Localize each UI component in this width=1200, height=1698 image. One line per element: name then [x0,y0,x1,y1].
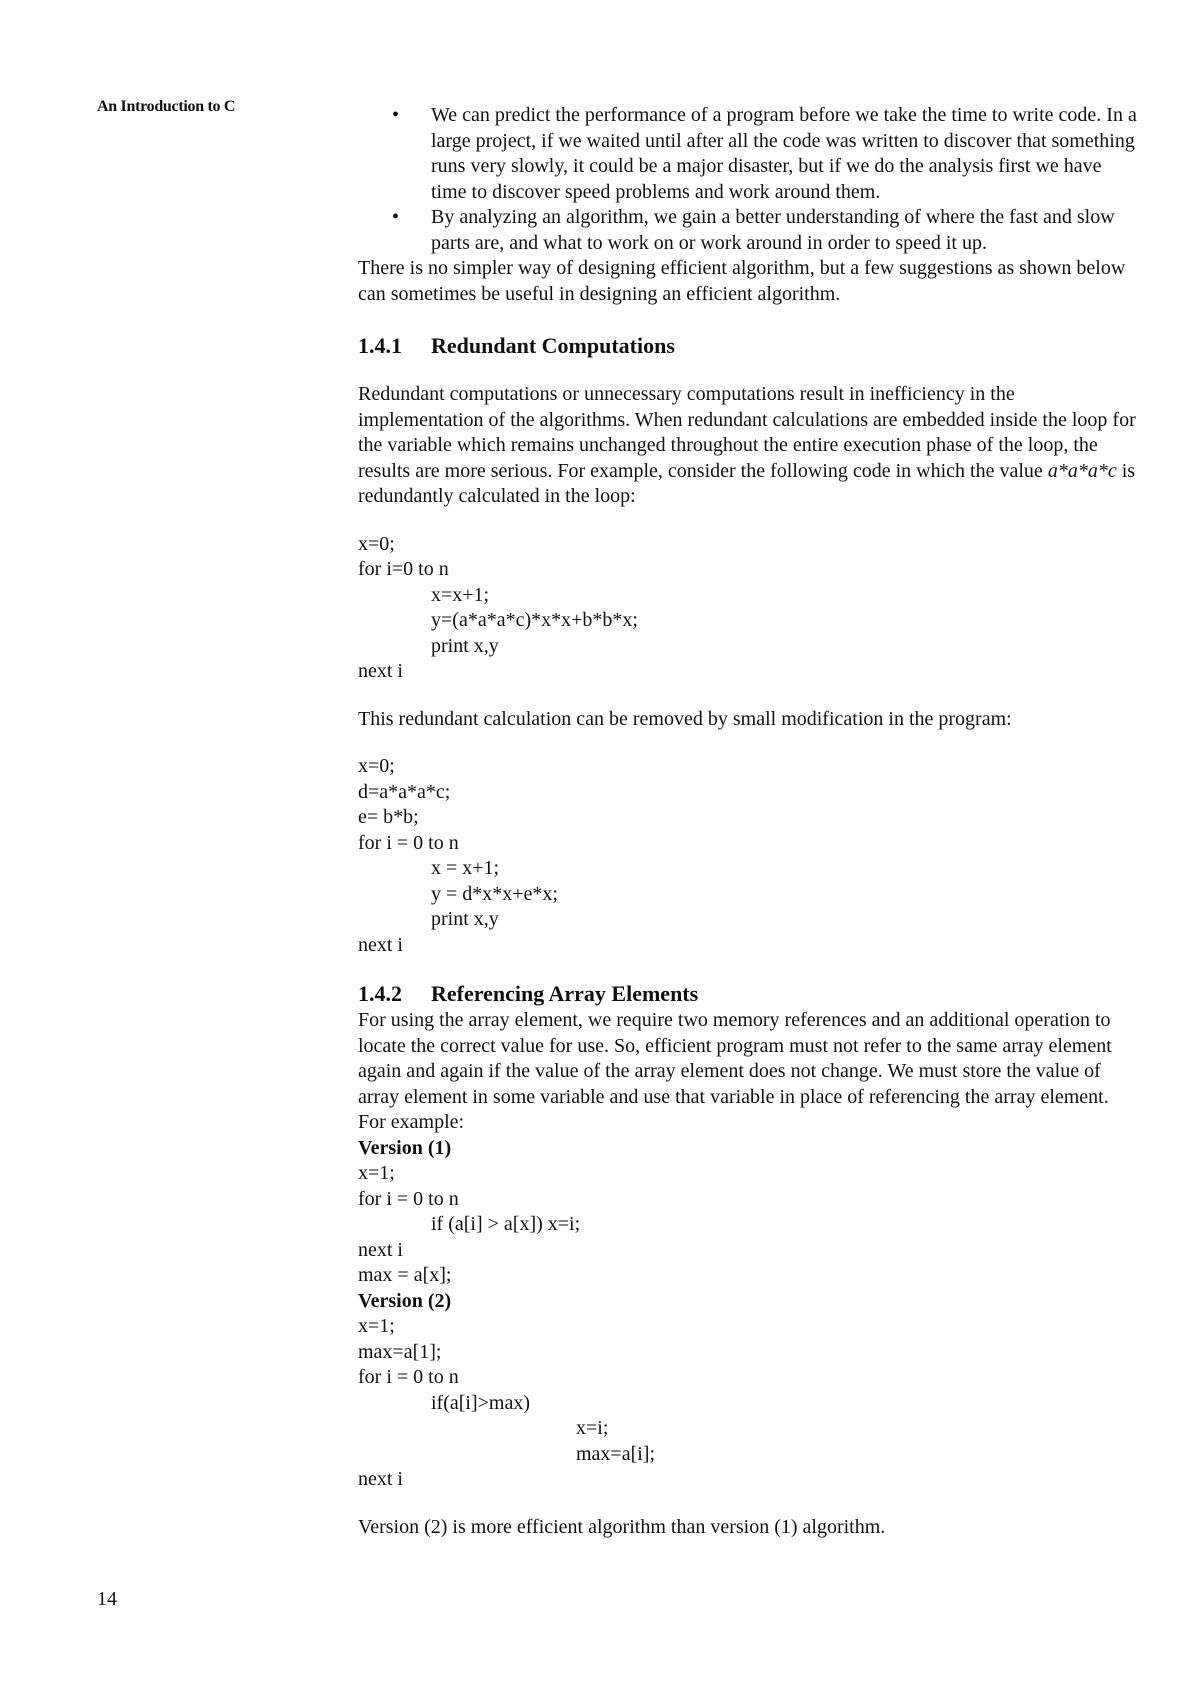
code-block-1 [358,532,1138,685]
bullet-icon: • [392,104,400,126]
code-line: d=a*a*a*c; [358,780,451,803]
code-line: x=0; [358,532,395,555]
section-heading-1-4-1: 1.4.1 Redundant Computations [358,333,675,358]
code-line: max = a[x]; [358,1264,452,1286]
code-line: next i [358,1238,403,1261]
bullet-icon: • [392,206,400,228]
code-block-version-1 [358,1161,1138,1289]
version-2-label: Version (2) [358,1289,452,1312]
code-line: print x,y [431,908,499,930]
section-paragraph: Redundant computations or unnecessary computations result in inefficiency in the implementation of the algorithms. When redundant calculations are embedded inside the loop for the variable which remains unchanged throughout the entire execution phase of the loop, the results are more serious. For example, consider the following code in which the value a*a*a*c is redundantly calculated in the loop: [358,383,1136,507]
code-line: next i [358,933,403,956]
code-line: next i [358,1468,403,1490]
section-heading-1-4-2: 1.4.2 Referencing Array Elements [358,981,699,1006]
section-paragraph: For using the array element, we require two memory references and an additional operation to locate the correct value for use. So, efficient program must not refer to the same array element again and again if the value of the array element does not change. We must store the value of array element in some variable and use that variable in place of referencing the array element. For example: [358,1009,1112,1133]
page-number: 14 [97,1588,117,1610]
code-line: x=i; [576,1417,609,1439]
conclusion-paragraph: Version (2) is more efficient algorithm than version (1) algorithm. [358,1515,886,1538]
math-expression: a*a*a*c [1047,459,1117,482]
running-head: An Introduction to C [97,98,236,115]
code-line: for i = 0 to n [358,1366,459,1388]
list-item: • By analyzing an algorithm, we gain a better understanding of where the fast and slow parts are, and what to work on or work around in order to speed it up. [392,206,1115,254]
code-line: x = x+1; [431,857,500,879]
code-line: x=1; [358,1315,395,1337]
code-line: print x,y [431,634,499,657]
code-line: for i = 0 to n [358,831,459,854]
code-line: x=x+1; [431,583,490,606]
code-line: max=a[i]; [576,1442,656,1465]
bullet-list [358,103,1138,256]
version-1-label: Version (1) [358,1136,452,1159]
code-line: for i = 0 to n [358,1187,459,1210]
code-line: y=(a*a*a*c)*x*x+b*b*x; [431,609,638,631]
code-block-version-2 [358,1314,1138,1493]
page-body [358,103,1138,1540]
code-line: x=0; [358,755,395,777]
code-line: if(a[i]>max) [431,1391,531,1414]
code-line: max=a[1]; [358,1340,442,1363]
code-line: x=1; [358,1162,395,1184]
code-line: e= b*b; [358,806,419,828]
code-line: if (a[i] > a[x]) x=i; [431,1213,581,1235]
code-line: y = d*x*x+e*x; [431,882,558,905]
code-line: for i=0 to n [358,558,449,580]
section-paragraph: This redundant calculation can be removed by small modification in the program: [358,707,1012,730]
list-item: • We can predict the performance of a program before we take the time to write code. In a large project, if we waited until after all the code was written to discover that something runs very slowly, it could be a major disaster, but if we do the analysis first we have time to discover speed problems and work around them. [392,104,1137,203]
code-block-2 [358,754,1138,958]
code-line: next i [358,660,403,682]
intro-paragraph: There is no simpler way of designing efficient algorithm, but a few suggestions as shown below can sometimes be useful in designing an efficient algorithm. [358,257,1126,305]
